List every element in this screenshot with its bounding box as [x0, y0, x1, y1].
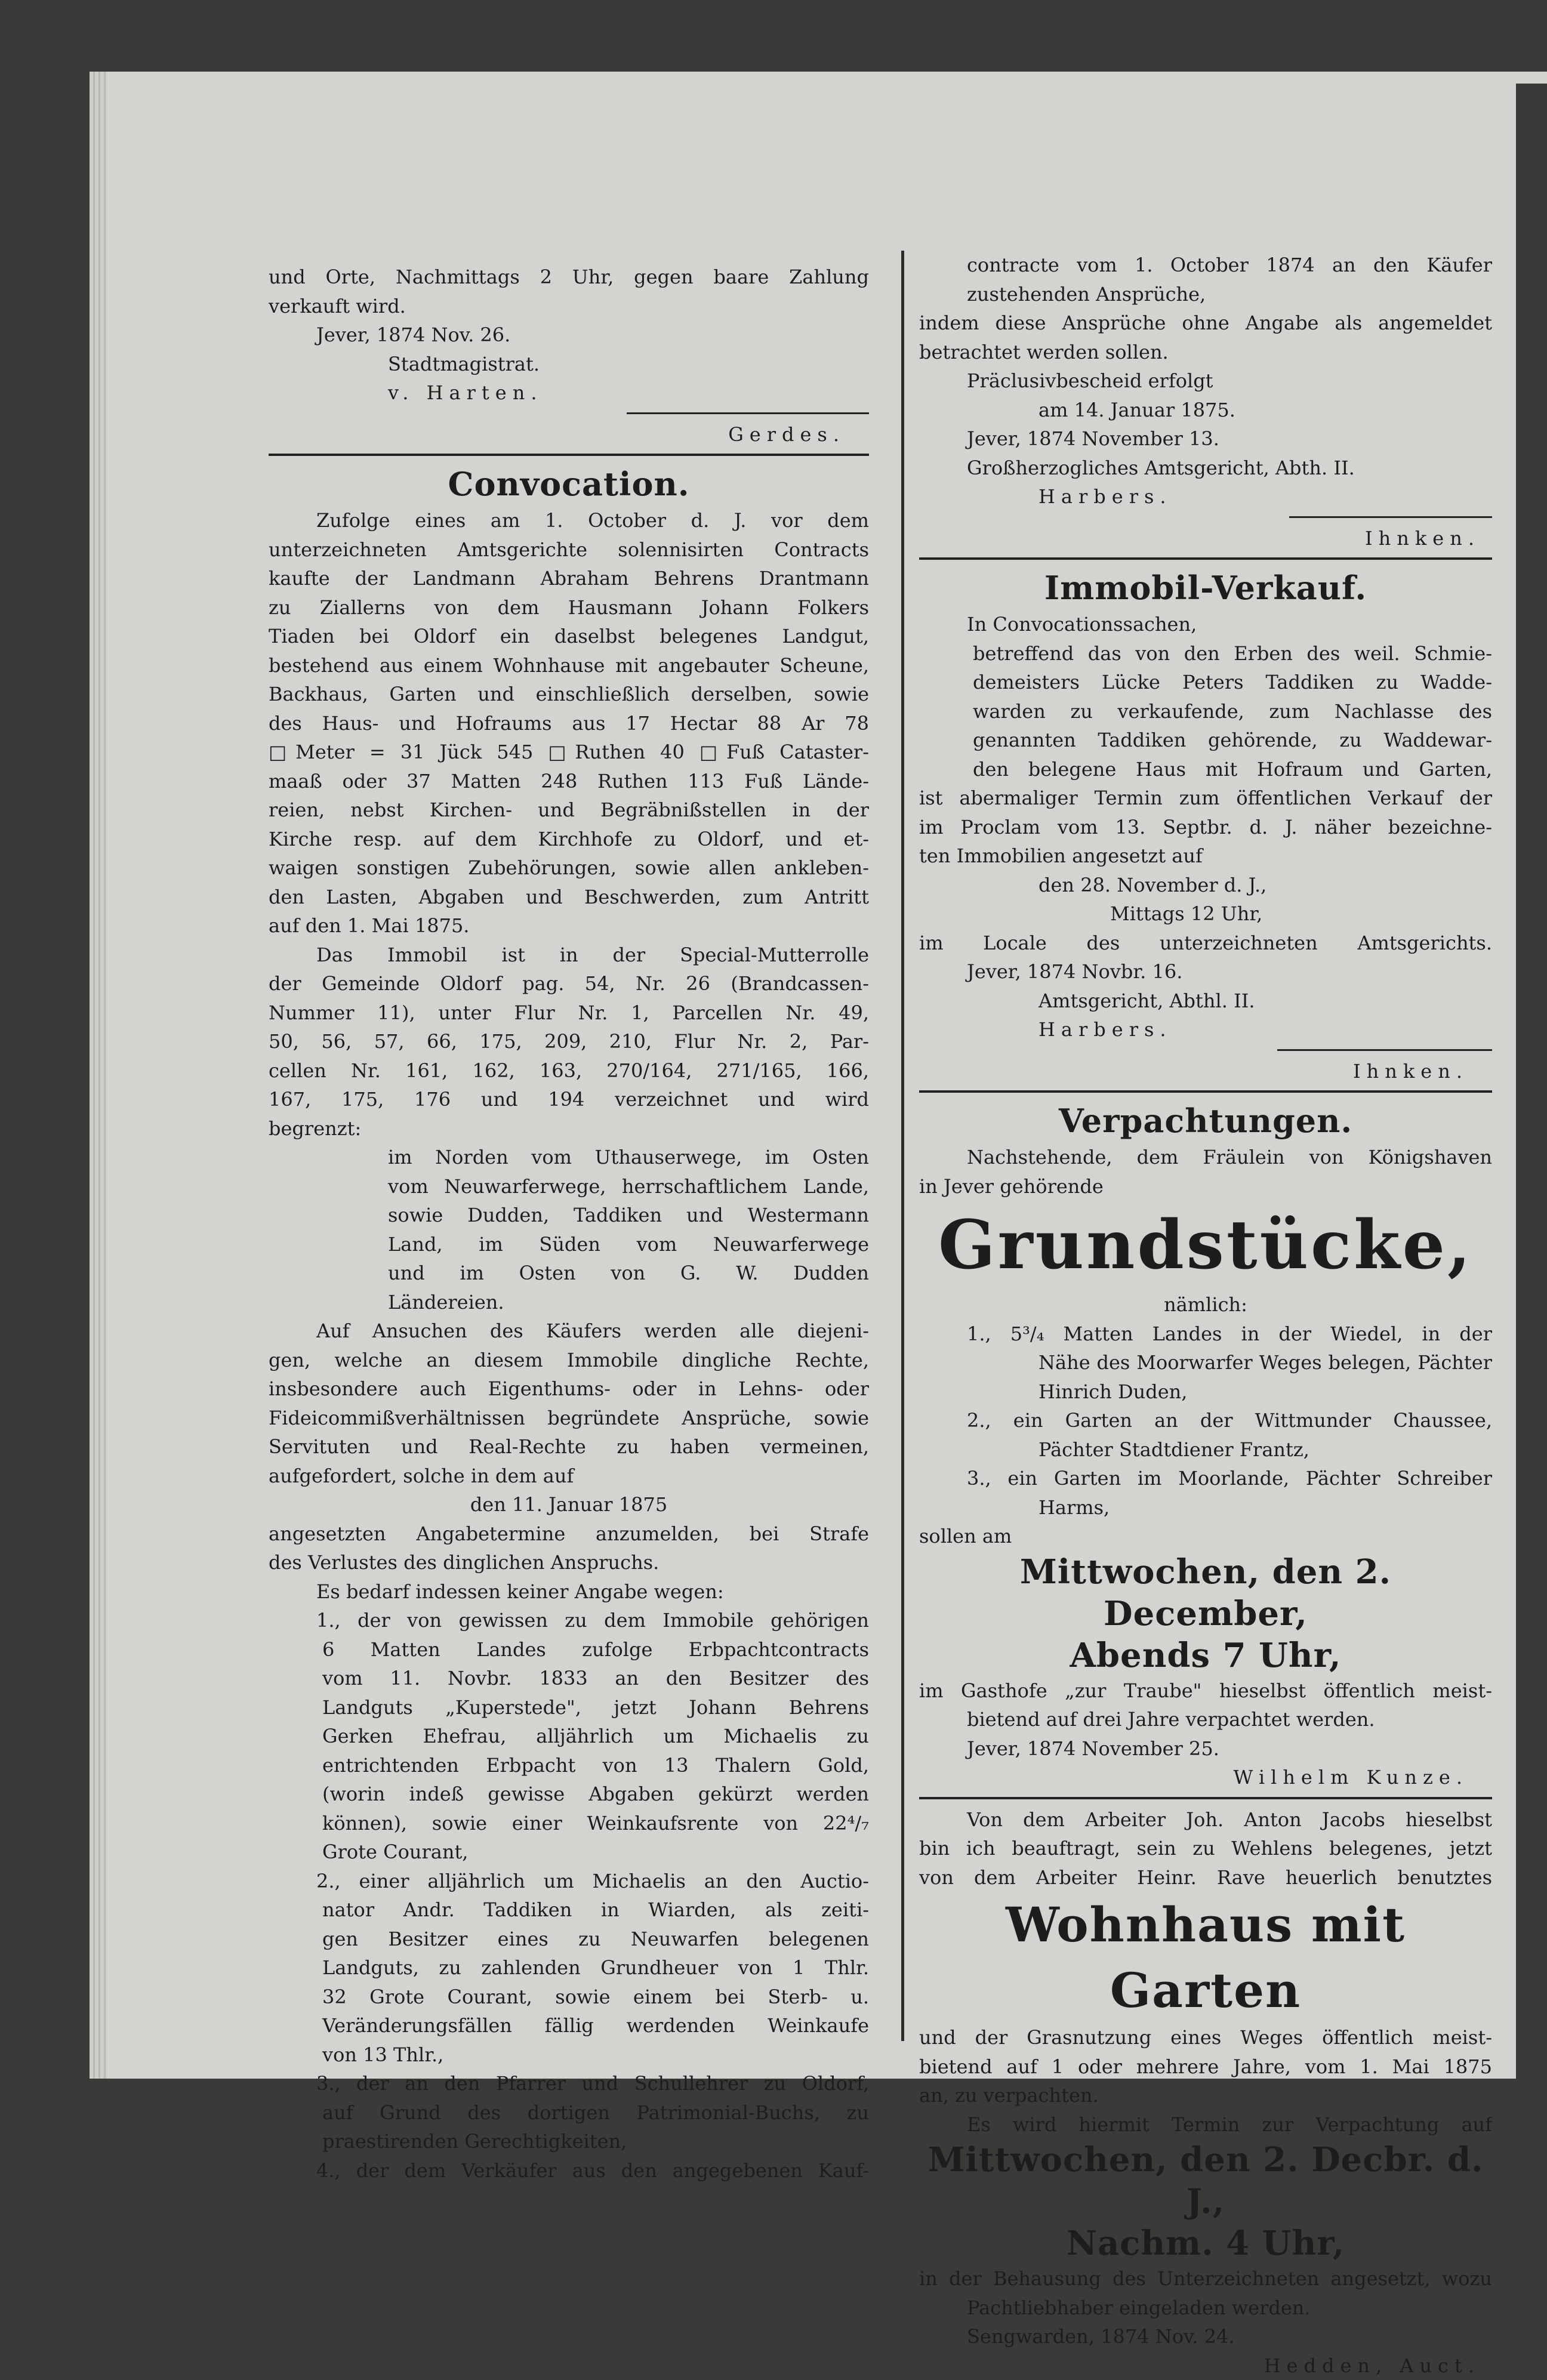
text-line: nämlich: [919, 1290, 1492, 1320]
deadline-date: den 11. Januar 1875 [269, 1490, 869, 1519]
text-line: (worin indeß gewisse Abgaben gekürzt werden [269, 1780, 869, 1809]
text-line: Nähe des Moorwarfer Weges belegen, Pächter [919, 1348, 1492, 1377]
text-line: in Jever gehörende [919, 1172, 1492, 1201]
text-line: warden zu verkaufende, zum Nachlasse des [919, 697, 1492, 726]
dateline: Jever, 1874 November 25. [919, 1734, 1492, 1764]
text-line: begrenzt: [269, 1114, 869, 1143]
text-line: des Verlustes des dinglichen Anspruchs. [269, 1548, 869, 1577]
text-line: im Gasthofe „zur Traube" hieselbst öffentlich meist- [919, 1676, 1492, 1706]
signature: Harbers. [919, 1015, 1492, 1044]
text-line: demeisters Lücke Peters Taddiken zu Wadde- [919, 668, 1492, 697]
divider [627, 412, 869, 414]
text-line: und im Osten von G. W. Dudden [269, 1259, 869, 1288]
text-line: Nachstehende, dem Fräulein von Königshaven [919, 1143, 1492, 1172]
text-line: In Convocationssachen, [919, 610, 1492, 639]
text-line: im Locale des unterzeichneten Amtsgerichts. [919, 929, 1492, 958]
signature: Wilhelm Kunze. [919, 1763, 1492, 1792]
list-item: 1., 5³/₄ Matten Landes in der Wiedel, in der [919, 1320, 1492, 1349]
text-line: waigen sonstigen Zubehörungen, sowie allen ankleben- [269, 853, 869, 883]
text-line: 6 Matten Landes zufolge Erbpachtcontracts [269, 1635, 869, 1664]
wohnhaus-time: Nachm. 4 Uhr, [919, 2222, 1492, 2264]
dateline: Sengwarden, 1874 Nov. 24. [919, 2322, 1492, 2351]
text-line: betreffend das von den Erben des weil. Schmie- [919, 639, 1492, 668]
text-line: Tiaden bei Oldorf ein daselbst belegenes Landgut, [269, 622, 869, 651]
signature: Ihnken. [919, 1057, 1492, 1086]
signature: Ihnken. [919, 524, 1492, 553]
signature: Gerdes. [269, 420, 869, 449]
text-line: kaufte der Landmann Abraham Behrens Drantmann [269, 564, 869, 593]
text-line: von dem Arbeiter Heinr. Rave heuerlich benutztes [919, 1863, 1492, 1892]
signature: v. Harten. [269, 378, 869, 408]
verpachtungen-heading: Verpachtungen. [919, 1099, 1492, 1143]
text-line: gen Besitzer eines zu Neuwarfen belegenen [269, 1925, 869, 1954]
section-rule [919, 1797, 1492, 1799]
text-line: betrachtet werden sollen. [919, 338, 1492, 367]
lease-date: Mittwochen, den 2. December, [919, 1551, 1492, 1635]
text-line: den Lasten, Abgaben und Beschwerden, zum Antritt [269, 883, 869, 912]
text-line: können), sowie einer Weinkaufsrente von 22⁴/₇ [269, 1809, 869, 1838]
text-line: bietend auf 1 oder mehrere Jahre, vom 1. Mai 1875 [919, 2052, 1492, 2082]
text-line: entrichtenden Erbpacht von 13 Thalern Gold, [269, 1751, 869, 1780]
text-line: Nummer 11), unter Flur Nr. 1, Parcellen Nr. 49, [269, 998, 869, 1028]
text-line: sollen am [919, 1522, 1492, 1551]
text-line: bin ich beauftragt, sein zu Wehlens belegenes, jetzt [919, 1834, 1492, 1863]
text-line: Grote Courant, [269, 1838, 869, 1867]
text-line: Ländereien. [269, 1288, 869, 1317]
text-line: und der Grasnutzung eines Weges öffentlich meist- [919, 2023, 1492, 2052]
text-line: contracte vom 1. October 1874 an den Käufer [919, 251, 1492, 280]
text-line: maaß oder 37 Matten 248 Ruthen 113 Fuß Lände- [269, 767, 869, 796]
text-line: Es bedarf indessen keiner Angabe wegen: [269, 1577, 869, 1607]
wohnhaus-headline: Wohnhaus mit Garten [919, 1892, 1492, 2023]
deadline-date: am 14. Januar 1875. [919, 396, 1492, 425]
section-rule [269, 454, 869, 456]
text-line: Pächter Stadtdiener Frantz, [919, 1435, 1492, 1465]
dateline: Jever, 1874 Novbr. 16. [919, 957, 1492, 986]
text-line: Landguts, zu zahlenden Grundheuer von 1 Thlr. [269, 1953, 869, 1983]
text-line: Hinrich Duden, [919, 1377, 1492, 1407]
column-divider [901, 251, 904, 2041]
text-line: im Norden vom Uthauserwege, im Osten [269, 1143, 869, 1172]
text-line: ten Immobilien angesetzt auf [919, 841, 1492, 871]
text-line: in der Behausung des Unterzeichneten angesetzt, wozu [919, 2264, 1492, 2293]
text-line: auf den 1. Mai 1875. [269, 911, 869, 941]
text-line: zustehenden Ansprüche, [919, 280, 1492, 309]
text-line: angesetzten Angabetermine anzumelden, bei Strafe [269, 1519, 869, 1549]
text-line: auf Grund des dortigen Patrimonial-Buchs, zu [269, 2098, 869, 2128]
text-line: Backhaus, Garten und einschließlich derselben, sowie [269, 680, 869, 709]
list-item: 4., der dem Verkäufer aus den angegebenen Kauf- [269, 2156, 869, 2185]
text-line: an, zu verpachten. [919, 2081, 1492, 2110]
text-line: cellen Nr. 161, 162, 163, 270/164, 271/165, 166, [269, 1056, 869, 1086]
text-line: insbesondere auch Eigenthums- oder in Lehns- oder [269, 1374, 869, 1404]
text-line: bestehend aus einem Wohnhause mit angebauter Scheune, [269, 651, 869, 680]
convocation-heading: Convocation. [269, 462, 869, 506]
signature-office: Stadtmagistrat. [269, 350, 869, 379]
text-line: Gerken Ehefrau, alljährlich um Michaelis zu [269, 1722, 869, 1751]
signature: Harbers. [919, 482, 1492, 511]
text-line: den belegene Haus mit Hofraum und Garten, [919, 755, 1492, 784]
list-item: 2., ein Garten an der Wittmunder Chaussee, [919, 1406, 1492, 1435]
immobil-heading: Immobil-Verkauf. [919, 566, 1492, 610]
text-line: Präclusivbescheid erfolgt [919, 366, 1492, 396]
divider [1289, 516, 1492, 518]
list-item: 2., einer alljährlich um Michaelis an den Auctio- [269, 1867, 869, 1896]
wohnhaus-date: Mittwochen, den 2. Decbr. d. J., [919, 2139, 1492, 2222]
text-line: Von dem Arbeiter Joh. Anton Jacobs hieselbst [919, 1805, 1492, 1835]
text-line: 32 Grote Courant, sowie einem bei Sterb- u. [269, 1983, 869, 2012]
text-line: Auf Ansuchen des Käufers werden alle diejeni- [269, 1317, 869, 1346]
text-line: von 13 Thlr., [269, 2040, 869, 2070]
left-column [269, 263, 869, 2185]
section-rule [919, 1090, 1492, 1093]
text-line: □Meter = 31 Jück 545 □Ruthen 40 □Fuß Cataster- [269, 738, 869, 767]
text-line: Es wird hiermit Termin zur Verpachtung auf [919, 2110, 1492, 2139]
text-line: praestirenden Gerechtigkeiten, [269, 2127, 869, 2156]
list-item: 3., der an den Pfarrer und Schullehrer zu Oldorf, [269, 2069, 869, 2098]
text-line: vom 11. Novbr. 1833 an den Besitzer des [269, 1664, 869, 1693]
text-line: 50, 56, 57, 66, 175, 209, 210, Flur Nr. 2, Par- [269, 1027, 869, 1056]
text-line: gen, welche an diesem Immobile dingliche Rechte, [269, 1346, 869, 1375]
text-line: vom Neuwarferwege, herrschaftlichem Lande, [269, 1172, 869, 1201]
text-line: zu Ziallerns von dem Hausmann Johann Folkers [269, 593, 869, 622]
text-line: Zufolge eines am 1. October d. J. vor dem [269, 506, 869, 535]
text-line: aufgefordert, solche in dem auf [269, 1462, 869, 1491]
text-line: der Gemeinde Oldorf pag. 54, Nr. 26 (Brandcassen- [269, 969, 869, 998]
dark-background-edge [1516, 84, 1547, 2079]
grundstuecke-headline: Grundstücke, [919, 1201, 1492, 1290]
dateline: Jever, 1874 November 13. [919, 424, 1492, 454]
text-line: bietend auf drei Jahre verpachtet werden. [919, 1705, 1492, 1734]
signature-office: Amtsgericht, Abthl. II. [919, 986, 1492, 1016]
text-line: nator Andr. Taddiken in Wiarden, als zeiti- [269, 1895, 869, 1925]
divider [1277, 1049, 1492, 1051]
list-item: 3., ein Garten im Moorlande, Pächter Schreiber [919, 1464, 1492, 1493]
text-line: Fideicommißverhältnissen begründete Ansprüche, sowie [269, 1404, 869, 1433]
right-column [919, 251, 1492, 2380]
text-line: und Orte, Nachmittags 2 Uhr, gegen baare Zahlung [269, 263, 869, 292]
text-line: Das Immobil ist in der Special-Mutterrolle [269, 941, 869, 970]
text-line: Land, im Süden vom Neuwarferwege [269, 1230, 869, 1259]
text-line: Veränderungsfällen fällig werdenden Weinkaufe [269, 2011, 869, 2040]
text-line: Servituten und Real-Rechte zu haben vermeinen, [269, 1432, 869, 1462]
lease-time: Abends 7 Uhr, [919, 1635, 1492, 1676]
text-line: Landguts „Kuperstede", jetzt Johann Behrens [269, 1693, 869, 1722]
signature-office: Großherzogliches Amtsgericht, Abth. II. [919, 454, 1492, 483]
text-line: im Proclam vom 13. Septbr. d. J. näher bezeichne- [919, 813, 1492, 842]
auction-date: den 28. November d. J., [919, 871, 1492, 900]
text-line: Pachtliebhaber eingeladen werden. [919, 2293, 1492, 2323]
auction-time: Mittags 12 Uhr, [919, 899, 1492, 929]
text-line: verkauft wird. [269, 292, 869, 321]
dateline: Jever, 1874 Nov. 26. [269, 320, 869, 350]
text-line: genannten Taddiken gehörende, zu Waddewar- [919, 726, 1492, 755]
text-line: indem diese Ansprüche ohne Angabe als angemeldet [919, 309, 1492, 338]
text-line: Harms, [919, 1493, 1492, 1522]
section-rule [919, 557, 1492, 560]
text-line: ist abermaliger Termin zum öffentlichen Verkauf der [919, 784, 1492, 813]
text-line: des Haus- und Hofraums aus 17 Hectar 88 Ar 78 [269, 709, 869, 738]
text-line: unterzeichneten Amtsgerichte solennisirten Contracts [269, 535, 869, 565]
text-line: 167, 175, 176 und 194 verzeichnet und wird [269, 1085, 869, 1114]
list-item: 1., der von gewissen zu dem Immobile gehörigen [269, 1606, 869, 1635]
text-line: Kirche resp. auf dem Kirchhofe zu Oldorf, und et- [269, 825, 869, 854]
text-line: sowie Dudden, Taddiken und Westermann [269, 1201, 869, 1230]
signature: Hedden, Auct. [919, 2351, 1492, 2380]
text-line: reien, nebst Kirchen- und Begräbnißstellen in der [269, 796, 869, 825]
